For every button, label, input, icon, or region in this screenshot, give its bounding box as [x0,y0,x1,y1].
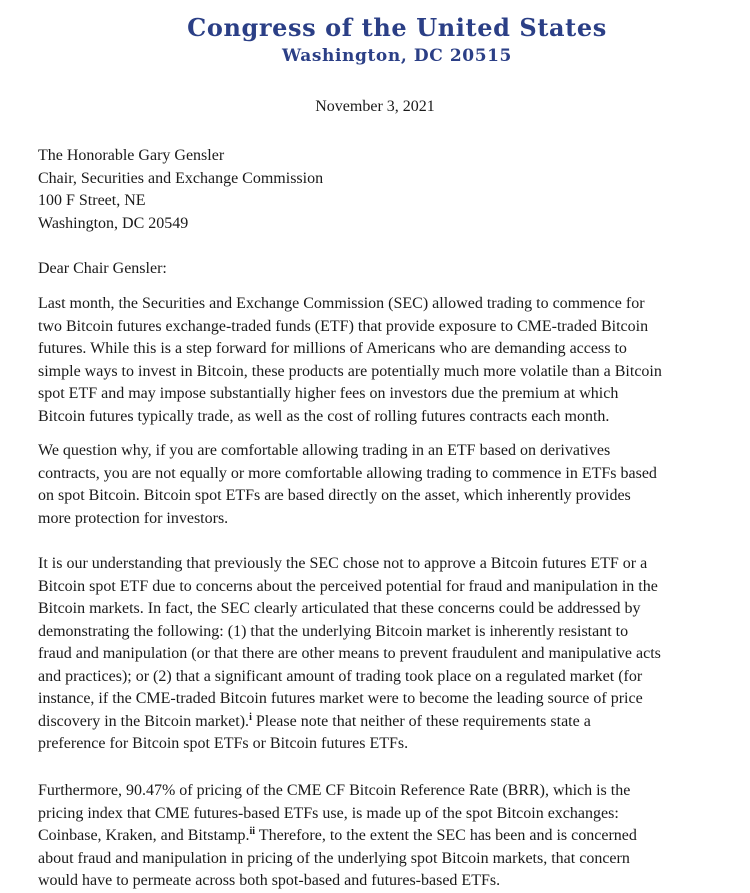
paragraph-line-text: Coinbase, Kraken, and Bitstamp. [38,827,250,844]
letter-date: November 3, 2021 [315,98,435,115]
salutation: Dear Chair Gensler: [38,260,167,277]
paragraph-line: spot ETF and may impose substantially higher fees on investors due the premium at which [38,385,619,402]
recipient-city: Washington, DC 20549 [38,214,189,232]
paragraph-line: preference for Bitcoin spot ETFs or Bitcoin futures ETFs. [38,735,409,752]
paragraph-line-text: Please note that neither of these requirements state a [251,712,591,730]
paragraph-line: contracts, you are not equally or more comfortable allowing trading to commence in ETFs based [38,464,657,482]
letterhead-subtitle: Washington, DC 20515 [282,46,512,66]
paragraph-line: It is our understanding that previously the SEC chose not to approve a Bitcoin futures ETF or a [38,555,648,572]
recipient-street: 100 F Street, NE [38,192,146,209]
paragraph-line: about fraud and manipulation in pricing of the underlying spot Bitcoin markets, that concern [38,849,630,867]
paragraph-line: and practices); or (2) that a significant amount of trading took place on a regulated market (for [38,667,643,685]
paragraph-line: Bitcoin spot ETF due to concerns about the perceived potential for fraud and manipulation in the [38,577,658,595]
paragraph-line-text: discovery in the Bitcoin market). [38,712,250,730]
recipient-name: The Honorable Gary Gensler [38,147,225,164]
paragraph-line: two Bitcoin futures exchange-traded funds (ETF) that provide exposure to CME-traded Bitcoin [38,317,649,335]
paragraph-line-text: Therefore, to the extent the SEC has been and is concerned [255,827,637,844]
footnote-marker: i [249,711,252,723]
paragraph-line: Last month, the Securities and Exchange Commission (SEC) allowed trading to commence for [38,295,645,312]
paragraph-4 [38,780,728,893]
letterhead-title: Congress of the United States [187,13,607,42]
paragraph-line: Bitcoin markets. In fact, the SEC clearly articulated that these concerns could be addressed by [38,600,641,617]
paragraph-line: Bitcoin futures typically trade, as well as the cost of rolling futures contracts each month. [38,407,610,425]
paragraph-line: simple ways to invest in Bitcoin, these products are potentially much more volatile than a Bitcoin [38,362,662,380]
paragraph-line: Furthermore, 90.47% of pricing of the CME CF Bitcoin Reference Rate (BRR), which is the [38,782,631,799]
recipient-title: Chair, Securities and Exchange Commission [38,169,324,187]
paragraph-line: would have to permeate across both spot-based and futures-based ETFs. [38,872,501,889]
paragraph-1 [38,293,728,428]
paragraph-line: demonstrating the following: (1) that the underlying Bitcoin market is inherently resistant to [38,622,629,640]
recipient-address [38,145,323,235]
paragraph-line: on spot Bitcoin. Bitcoin spot ETFs are based directly on the asset, which inherently provides [38,487,631,504]
paragraph-2 [38,440,728,530]
paragraph-line: instance, if the CME-traded Bitcoin futures market were to become the leading source of price [38,690,643,707]
paragraph-3 [38,553,728,756]
letterhead [0,14,750,66]
paragraph-line: We question why, if you are comfortable allowing trading in an ETF based on derivatives [38,442,611,459]
footnote-marker: ii [249,826,256,837]
paragraph-line [38,711,728,734]
paragraph-line: futures. While this is a step forward for millions of Americans who are demanding access to [38,340,627,357]
paragraph-line: fraud and manipulation (or that there are other means to prevent fraudulent and manipulative acts [38,645,661,662]
paragraph-line: pricing index that CME futures-based ETFs use, is made up of the spot Bitcoin exchanges: [38,804,619,822]
paragraph-line [38,825,728,848]
paragraph-line: more protection for investors. [38,509,229,527]
